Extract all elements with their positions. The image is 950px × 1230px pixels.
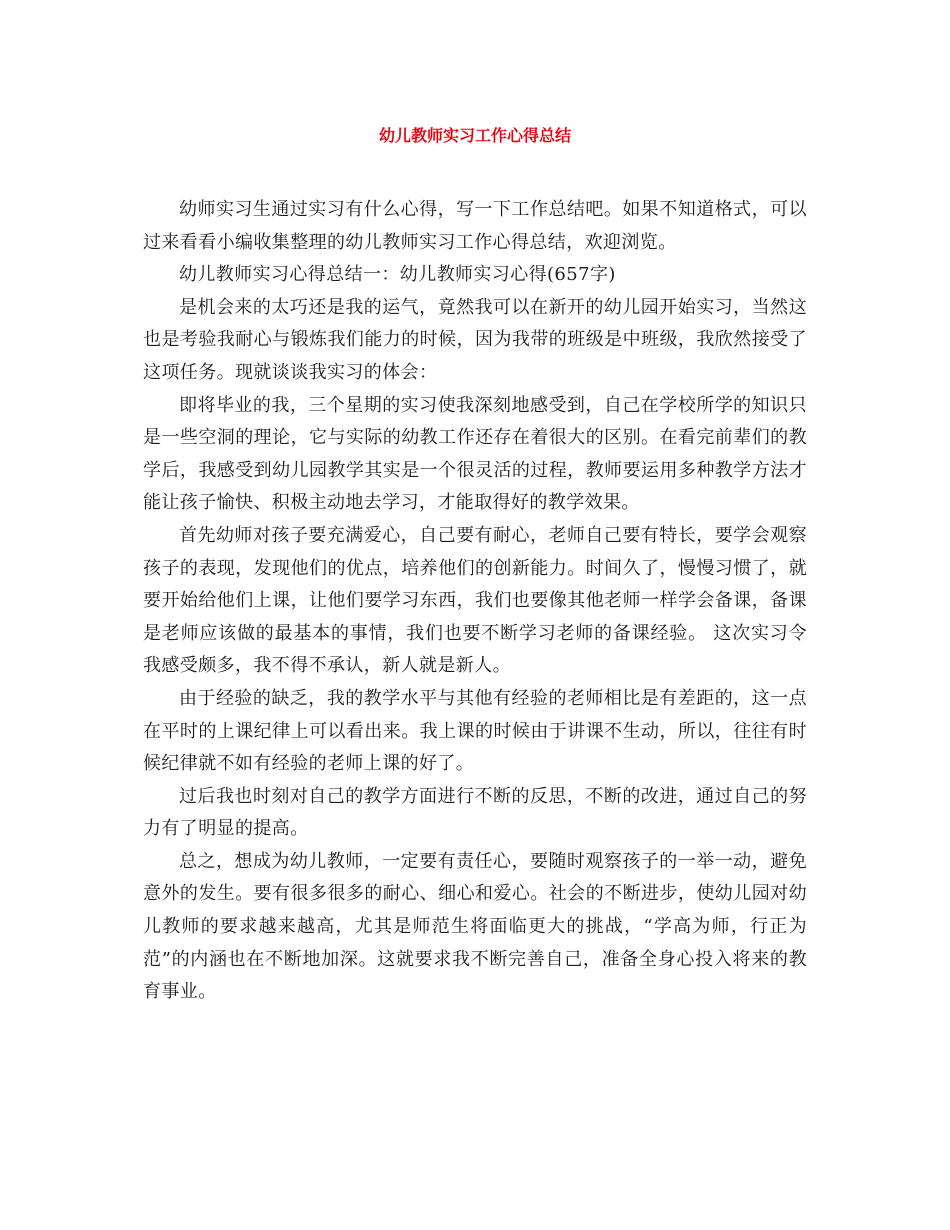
document-title: 幼儿教师实习工作心得总结 xyxy=(378,126,571,145)
document-body xyxy=(143,194,807,1009)
paragraph-intro: 幼师实习生通过实习有什么心得，写一下工作总结吧。如果不知道格式，可以过来看看小编收集整理的幼儿教师实习工作心得总结，欢迎浏览。 xyxy=(143,199,807,253)
paragraph-opportunity: 是机会来的太巧还是我的运气，竟然我可以在新开的幼儿园开始实习，当然这也是考验我耐心与锻炼我们能力的时候，因为我带的班级是中班级，我欣然接受了这项任务。现就谈谈我实习的体会： xyxy=(143,296,807,383)
paragraph-conclusion: 总之，想成为幼儿教师，一定要有责任心，要随时观察孩子的一举一动，避免意外的发生。要有很多很多的耐心、细心和爱心。社会的不断进步，使幼儿园对幼儿教师的要求越来越高，尤其是师范生将面临更大的挑战，“学高为师，行正为范”的内涵也在不断地加深。这就要求我不断完善自己，准备全身心投入将来的教育事业。 xyxy=(143,850,807,1003)
paragraph-section-heading: 幼儿教师实习心得总结一：幼儿教师实习心得(657字) xyxy=(179,264,616,286)
paragraph-graduation: 即将毕业的我，三个星期的实习使我深刻地感受到，自己在学校所学的知识只是一些空洞的理论，它与实际的幼教工作还存在着很大的区别。在看完前辈们的教学后，我感受到幼儿园教学其实是一个很灵活的过程，教师要运用多种教学方法才能让孩子愉快、积极主动地去学习，才能取得好的教学效果。 xyxy=(143,394,807,514)
paragraph-reflection: 过后我也时刻对自己的教学方面进行不断的反思，不断的改进，通过自己的努力有了明显的提高。 xyxy=(143,785,807,840)
paragraph-experience: 由于经验的缺乏，我的教学水平与其他有经验的老师相比是有差距的，这一点在平时的上课纪律上可以看出来。我上课的时候由于讲课不生动，所以，往往有时候纪律就不如有经验的老师上课的好了。 xyxy=(143,687,807,775)
paragraph-first: 首先幼师对孩子要充满爱心，自己要有耐心，老师自己要有特长，要学会观察孩子的表现，发现他们的优点，培养他们的创新能力。时间久了，慢慢习惯了，就要开始给他们上课，让他们要学习东西，我们也要像其他老师一样学会备课，备课是老师应该做的最基本的事情，我们也要不断学习老师的备课经验。 这次实习令我感受颇多，我不得不承认，新人就是新人。 xyxy=(143,524,807,677)
